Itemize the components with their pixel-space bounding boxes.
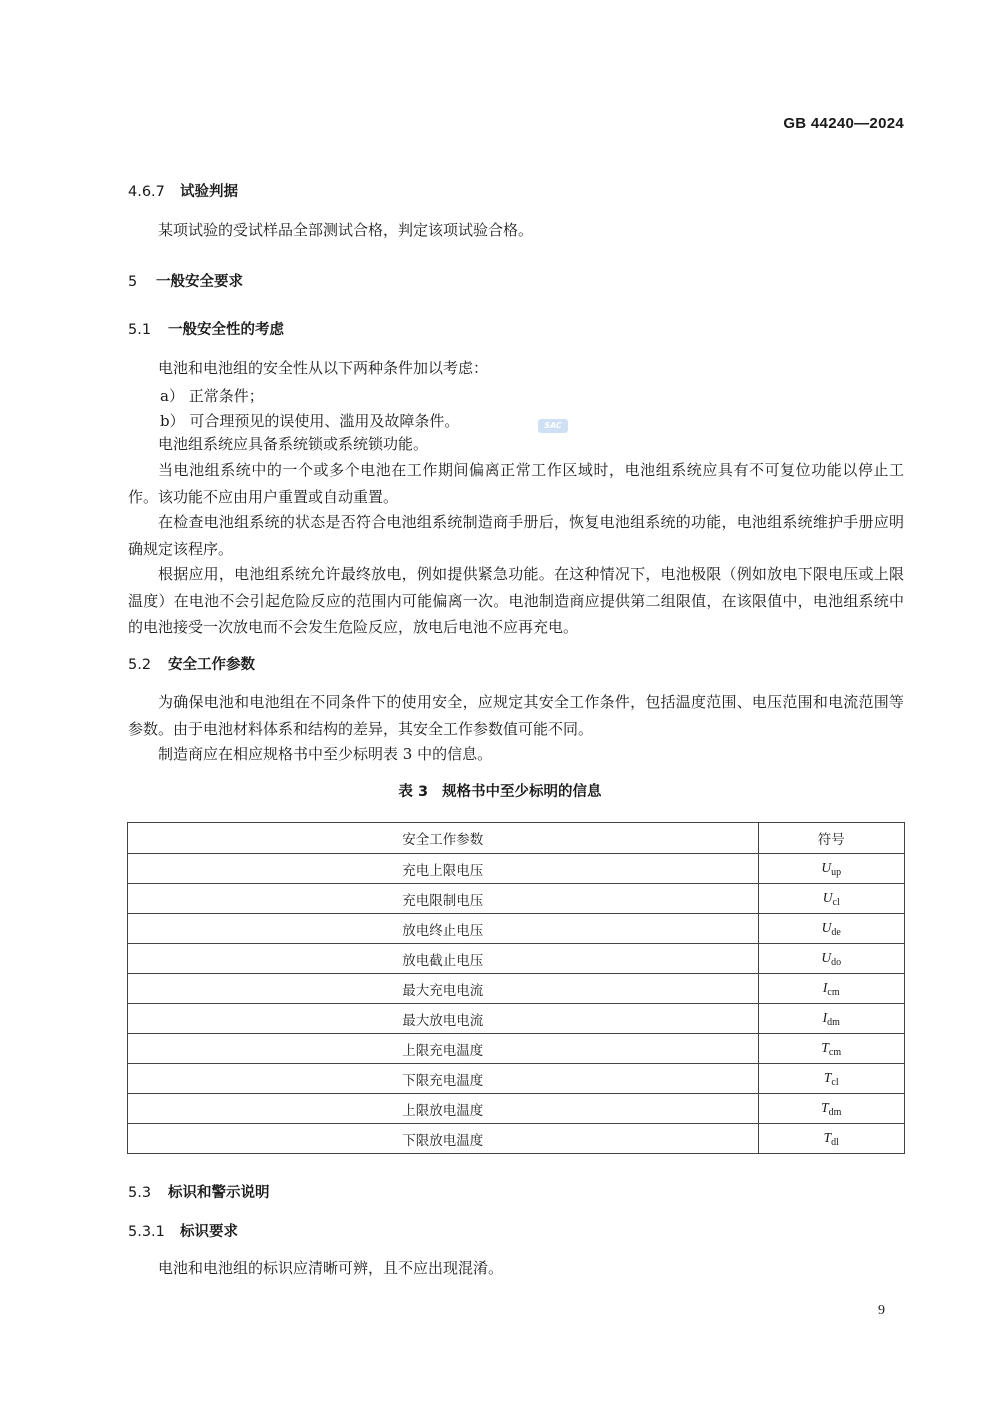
symbol-subscript: cl [831, 1076, 839, 1088]
symbol-cell [758, 914, 905, 944]
section-heading-5-1 [128, 318, 284, 339]
symbol-letter: T [823, 1129, 832, 1145]
symbol-subscript: dl [831, 1136, 839, 1148]
table-row [128, 1034, 905, 1064]
page-number: 9 [878, 1303, 885, 1318]
table-row [128, 1064, 905, 1094]
section-title: 标识和警示说明 [168, 1185, 270, 1201]
list-item-a: a） 正常条件； [160, 387, 264, 405]
symbol-subscript: up [831, 866, 842, 878]
symbol-letter: T [823, 1069, 832, 1085]
symbol-letter: U [821, 919, 832, 935]
symbol-cell [758, 974, 905, 1004]
section-title: 试验判据 [180, 184, 238, 200]
sac-watermark-logo: SAC [538, 419, 568, 433]
table-title: 规格书中至少标明的信息 [442, 784, 602, 800]
symbol-cell [758, 1034, 905, 1064]
symbol-cell [758, 854, 905, 884]
symbol-cell [758, 944, 905, 974]
header-param: 安全工作参数 [128, 823, 759, 854]
param-cell: 最大放电电流 [128, 1004, 759, 1034]
paragraph: 制造商应在相应规格书中至少标明表 3 中的信息。 [158, 745, 493, 763]
param-cell: 上限充电温度 [128, 1034, 759, 1064]
section-number: 5 [128, 274, 138, 290]
standard-code: GB 44240—2024 [783, 115, 904, 132]
symbol-cell [758, 1004, 905, 1034]
paragraph: 根据应用，电池组系统允许最终放电，例如提供紧急功能。在这种情况下，电池极限（例如放电下限电压或上限温度）在电池不会引起危险反应的范围内可能偏离一次。电池制造商应提供第二组限值，在该限值中，电池组系统中的电池接受一次放电而不会发生危险反应，放电后电池不应再充电。 [128, 565, 904, 636]
section-title: 安全工作参数 [168, 657, 255, 673]
spec-table [127, 822, 905, 1154]
symbol-letter: I [822, 979, 828, 995]
table-row [128, 944, 905, 974]
param-cell: 充电上限电压 [128, 854, 759, 884]
section-number: 5.2 [128, 657, 152, 673]
symbol-subscript: do [831, 956, 842, 968]
symbol-subscript: dm [828, 1106, 842, 1118]
symbol-letter: T [821, 1099, 829, 1115]
param-cell: 充电限制电压 [128, 884, 759, 914]
section-title: 标识要求 [180, 1224, 238, 1240]
section-number: 5.3 [128, 1185, 152, 1201]
symbol-cell [758, 1124, 905, 1154]
paragraph: 电池和电池组的安全性从以下两种条件加以考虑： [158, 359, 489, 377]
section-heading-5-2 [128, 653, 255, 674]
table-row [128, 1124, 905, 1154]
paragraph: 在检查电池组系统的状态是否符合电池组系统制造商手册后，恢复电池组系统的功能，电池组系统维护手册应明确规定该程序。 [128, 513, 904, 558]
param-cell: 最大充电电流 [128, 974, 759, 1004]
symbol-subscript: cm [828, 1046, 842, 1058]
param-cell: 下限放电温度 [128, 1124, 759, 1154]
symbol-subscript: dm [827, 1016, 840, 1028]
symbol-letter: U [821, 949, 832, 965]
paragraph: 当电池组系统中的一个或多个电池在工作期间偏离正常工作区域时，电池组系统应具有不可复位功能以停止工作。该功能不应由用户重置或自动重置。 [128, 461, 904, 506]
table-row [128, 974, 905, 1004]
paragraph: 某项试验的受试样品全部测试合格，判定该项试验合格。 [158, 221, 534, 239]
section-title: 一般安全性的考虑 [168, 322, 284, 338]
table-row [128, 854, 905, 884]
table-row [128, 1094, 905, 1124]
param-cell: 放电终止电压 [128, 914, 759, 944]
param-cell: 放电截止电压 [128, 944, 759, 974]
section-number: 5.1 [128, 322, 152, 338]
symbol-letter: U [821, 859, 832, 875]
symbol-cell [758, 1094, 905, 1124]
section-heading-5 [128, 270, 243, 291]
section-title: 一般安全要求 [156, 274, 243, 290]
table-number: 表 3 [398, 784, 429, 800]
symbol-subscript: cl [832, 896, 840, 908]
table-row [128, 884, 905, 914]
symbol-letter: T [821, 1039, 829, 1055]
list-item-b: b） 可合理预见的误使用、滥用及故障条件。 [160, 412, 460, 430]
table-header-row [128, 823, 905, 854]
section-heading-5-3-1 [128, 1220, 238, 1241]
table-caption [0, 780, 1000, 801]
symbol-subscript: cm [827, 986, 840, 998]
header-symbol: 符号 [758, 823, 905, 854]
table-row [128, 914, 905, 944]
section-heading-5-3 [128, 1181, 270, 1202]
symbol-letter: I [822, 1009, 828, 1025]
param-cell: 上限放电温度 [128, 1094, 759, 1124]
section-number: 4.6.7 [128, 184, 165, 200]
paragraph: 电池组系统应具备系统锁或系统锁功能。 [158, 435, 429, 453]
symbol-cell [758, 1064, 905, 1094]
param-cell: 下限充电温度 [128, 1064, 759, 1094]
symbol-letter: U [822, 889, 833, 905]
table-body [128, 854, 905, 1154]
section-number: 5.3.1 [128, 1224, 165, 1240]
table-row [128, 1004, 905, 1034]
paragraph: 电池和电池组的标识应清晰可辨，且不应出现混淆。 [158, 1259, 504, 1277]
symbol-cell [758, 884, 905, 914]
section-heading-4-6-7 [128, 180, 238, 201]
paragraph: 为确保电池和电池组在不同条件下的使用安全，应规定其安全工作条件，包括温度范围、电压范围和电流范围等参数。由于电池材料体系和结构的差异，其安全工作参数值可能不同。 [128, 693, 904, 738]
symbol-subscript: de [831, 926, 841, 938]
